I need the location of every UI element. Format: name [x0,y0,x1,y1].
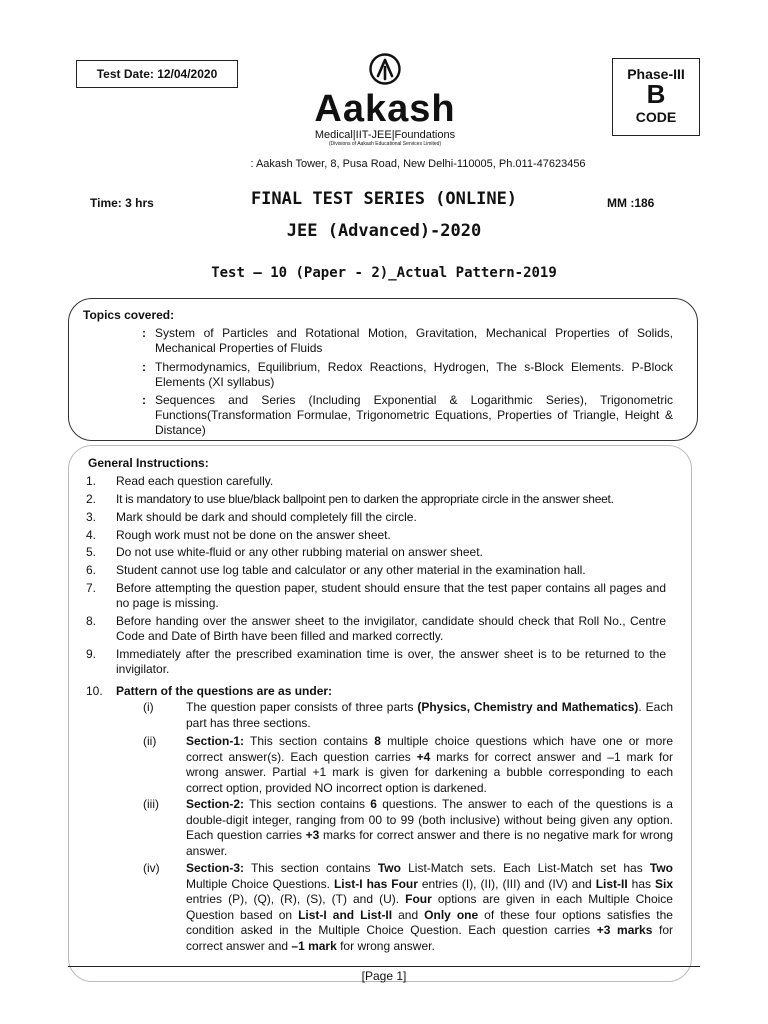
text-run: This section contains [244,797,371,811]
text-run: This section contains [244,861,378,875]
brand-tagline: Medical|IIT-JEE|Foundations [314,129,456,141]
topic-text: System of Particles and Rotational Motion, Gravitation, Mechanical Properties of Solids, Mechanical Properties of Fluids [155,326,673,355]
text-run-bold: List-I has Four [333,876,418,891]
item-number: 4. [86,528,97,542]
text-run: and [392,907,425,922]
topic-physics [142,326,673,356]
test-date: Test Date: 12/04/2020 [96,67,218,81]
text-run-bold: Section-2: [186,797,245,811]
text-run-bold: –1 mark [291,938,337,953]
text-run-bold: (Physics, Chemistry and Mathematics) [417,700,639,714]
item-number: 6. [86,563,97,577]
text-run-bold: Six [654,876,673,891]
title-test: Test – 10 (Paper - 2)_Actual Pattern-2019 [211,265,557,281]
text-run: The question paper consists of three parts [186,700,418,714]
sub-text [186,734,673,796]
text-run-bold: Section-1: [186,734,245,748]
text-run: options are given in each Multiple Choice Question based on [186,892,673,922]
instructions-heading: General Instructions: [88,456,209,470]
item-text: Pattern of the questions are as under: [116,684,333,698]
text-run-bold: List-II [595,876,628,891]
item-text: Rough work must not be done on the answer sheet. [116,528,391,542]
address: : Aakash Tower, 8, Pusa Road, New Delhi-110005, Ph.011-47623456 [250,158,586,170]
topic-text: Sequences and Series (Including Exponential & Logarithmic Series), Trigonometric Functions(Transformation Formulae, Trigonometric Equations, Properties of Triangle, Height & Distance) [155,393,673,437]
code-label: CODE [635,109,677,125]
text-run-bold: +3 marks [596,923,653,937]
code-box [612,58,700,136]
text-run: This section contains [244,734,375,748]
text-run: Multiple Choice Questions. [186,876,334,891]
sub-number: (iv) [143,861,160,875]
text-run: marks for correct answer and –1 mark for wrong answer. Partial +1 mark is given for darkening a bubble corresponding to each correct option, provided NO incorrect option is darkened. [186,749,673,795]
text-run-bold: List-I and List-II [298,907,393,922]
text-run: entries (I), (II), (III) and (IV) and [417,876,596,891]
topic-text: Thermodynamics, Equilibrium, Redox Reactions, Hydrogen, The s-Block Elements. P-Block Elements (XI syllabus) [155,360,673,389]
code-letter: B [646,79,666,109]
topic-mathematics [142,393,673,438]
text-run: for wrong answer. [336,938,435,953]
sub-number: (iii) [143,797,159,811]
text-run: marks for correct answer and there is no negative mark for wrong answer. [186,828,673,858]
text-run: for correct answer and [186,923,673,953]
footer-divider [68,966,700,967]
item-number: 3. [86,510,97,524]
text-run-bold: Two [377,861,401,875]
test-date-box [76,60,238,88]
text-run-bold: +3 [305,828,320,842]
brand-division-note: (Divisions of Aakash Educational Services Limited) [328,141,442,147]
item-text: Do not use white-fluid or any other rubbing material on answer sheet. [116,545,483,559]
aakash-emblem-icon [368,52,402,86]
topic-colon: : [142,326,146,340]
item-number: 7. [86,581,97,595]
text-run-bold: 8 [374,734,381,748]
text-run-bold: Only one [424,907,479,922]
text-run: multiple choice questions which have one or more correct answer(s). Each question carries [186,734,673,764]
item-text: It is mandatory to use blue/black ballpoint pen to darken the appropriate circle in the answer sheet. [116,492,614,506]
max-marks: MM :186 [607,196,655,210]
text-run: List-Match sets. Each List-Match set has [400,861,650,875]
page-number: [Page 1] [361,969,407,983]
topic-colon: : [142,360,146,374]
topic-colon: : [142,393,146,407]
item-text: Before attempting the question paper, student should ensure that the test paper contains all pages and no page is missing. [116,581,666,610]
text-run: of these four options satisfies the condition asked in the Multiple Choice Question. Each question carries [186,907,673,937]
item-number: 10. [86,684,103,698]
sub-number: (ii) [143,734,157,748]
phase-label: Phase-III [627,66,685,82]
text-run-bold: Four [405,892,432,906]
text-run-bold: 6 [370,797,377,811]
item-number: 9. [86,647,97,661]
time-allowed: Time: 3 hrs [90,196,154,210]
sub-number: (i) [143,700,154,714]
item-number: 1. [86,474,97,488]
item-text: Immediately after the prescribed examination time is over, the answer sheet is to be returned to the invigilator. [116,647,666,676]
text-run: has [627,876,655,891]
text-run: . Each part has three sections. [186,700,673,730]
sub-text [186,861,673,954]
brand-name: Aakash [314,88,456,130]
item-number: 8. [86,614,97,628]
item-text: Before handing over the answer sheet to the invigilator, candidate should check that Roll No., Centre Code and Date of Birth have been filled and marked correctly. [116,614,666,643]
text-run: questions. The answer to each of the questions is a double-digit integer, ranging from 00 to 99 (both inclusive) without being given any option. Each question carries [186,797,673,842]
topics-box [68,298,698,441]
sub-text [186,700,673,731]
text-run: entries (P), (Q), (R), (S), (T) and (U). [186,892,406,906]
item-number: 2. [86,492,97,506]
title-series: FINAL TEST SERIES (ONLINE) [250,189,518,209]
item-text: Student cannot use log table and calculator or any other material in the examination hall. [116,563,586,577]
title-exam: JEE (Advanced)-2020 [286,221,482,241]
topics-heading: Topics covered: [83,308,175,322]
item-number: 5. [86,545,97,559]
aakash-logo [300,52,470,148]
item-text: Read each question carefully. [116,474,274,488]
topic-chemistry [142,360,673,390]
item-text: Mark should be dark and should completely fill the circle. [116,510,417,524]
sub-text [186,797,673,859]
text-run-bold: +4 [416,749,431,764]
text-run-bold: Section-3: [186,861,245,875]
text-run-bold: Two [649,861,673,875]
